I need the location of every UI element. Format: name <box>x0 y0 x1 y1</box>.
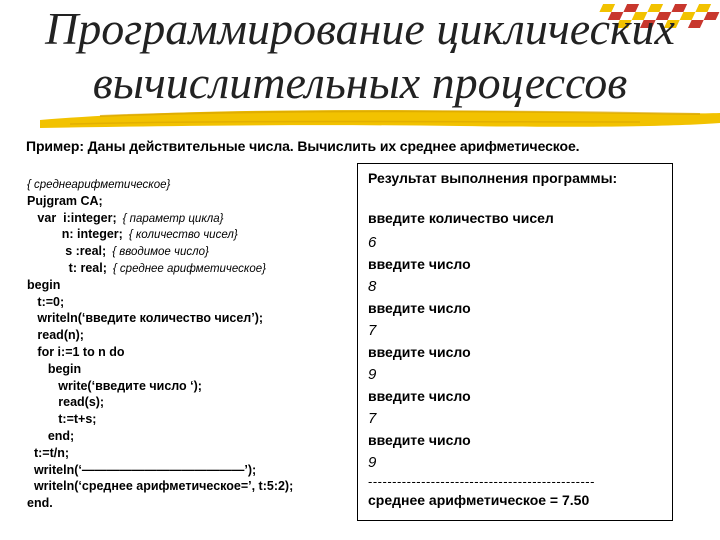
code-line <box>27 193 103 209</box>
code-line <box>27 294 64 310</box>
code-line <box>27 243 209 260</box>
program-output-box <box>357 163 673 521</box>
output-input-value: 7 <box>368 322 377 339</box>
title-line-2: вычислительных процессов <box>92 57 628 108</box>
output-separator: ----------------------------------------------- <box>368 474 595 489</box>
code-line <box>27 277 60 293</box>
code-text: t:=t/n; <box>27 445 70 460</box>
code-text: Pujgram CA; <box>27 193 103 208</box>
title-line-1: Программирование циклических <box>45 3 675 54</box>
output-prompt: введите число <box>368 300 471 316</box>
output-input-value: 7 <box>368 410 377 427</box>
code-line <box>27 344 125 360</box>
pascal-code-listing <box>27 176 357 526</box>
code-text: read(s); <box>27 395 105 410</box>
code-text: write(‘введите число ‘); <box>27 378 202 393</box>
code-text: begin <box>27 277 61 292</box>
code-line <box>27 428 74 444</box>
code-text: writeln(‘—————————————’); <box>27 462 257 477</box>
code-text: t: real; <box>27 261 107 275</box>
output-prompt: введите количество чисел <box>368 210 554 226</box>
code-comment: { параметр цикла} <box>122 212 224 225</box>
code-comment: { среднеарифметическое} <box>27 179 171 191</box>
code-line <box>27 226 238 243</box>
example-statement: Пример: Даны действительные числа. Вычислить их среднее арифметическое. <box>26 138 580 154</box>
output-input-value: 6 <box>368 234 377 251</box>
output-result: среднее арифметическое = 7.50 <box>368 492 590 508</box>
output-input-value: 9 <box>368 366 377 383</box>
output-input-value: 8 <box>368 278 377 295</box>
output-prompt: введите число <box>368 256 471 272</box>
output-input-value: 9 <box>368 454 377 471</box>
code-comment: { среднее арифметическое} <box>112 263 266 275</box>
code-line <box>27 462 256 478</box>
brush-underline-decoration <box>40 104 720 132</box>
code-line <box>27 210 223 227</box>
code-text: t:=0; <box>27 294 65 309</box>
code-line <box>27 411 96 427</box>
code-text: begin <box>27 361 82 376</box>
code-comment: { вводимое число} <box>112 246 209 259</box>
code-line <box>27 445 69 461</box>
output-prompt: введите число <box>368 344 471 360</box>
code-line <box>27 327 84 343</box>
code-text: t:=t+s; <box>27 412 97 427</box>
code-text: writeln(‘введите количество чисел’); <box>27 311 264 326</box>
code-line <box>27 260 266 277</box>
output-prompt: введите число <box>368 432 471 448</box>
code-text: var i:integer; <box>27 210 117 225</box>
code-text: n: integer; <box>27 227 123 242</box>
code-text: end; <box>27 429 75 443</box>
code-text: writeln(‘среднее арифметическое=’, t:5:2); <box>27 479 294 494</box>
code-line <box>27 394 104 410</box>
code-line <box>27 361 81 377</box>
code-text: s :real; <box>27 244 107 259</box>
code-text: read(n); <box>27 328 84 343</box>
code-line <box>27 310 263 326</box>
code-text: for i:=1 to n do <box>27 345 125 359</box>
code-text: end. <box>27 496 53 511</box>
code-line <box>27 478 293 494</box>
code-line <box>27 378 202 394</box>
code-comment: { количество чисел} <box>128 229 238 242</box>
output-heading: Результат выполнения программы: <box>368 170 618 186</box>
code-line <box>27 495 53 511</box>
code-line <box>27 176 170 193</box>
output-prompt: введите число <box>368 388 471 404</box>
